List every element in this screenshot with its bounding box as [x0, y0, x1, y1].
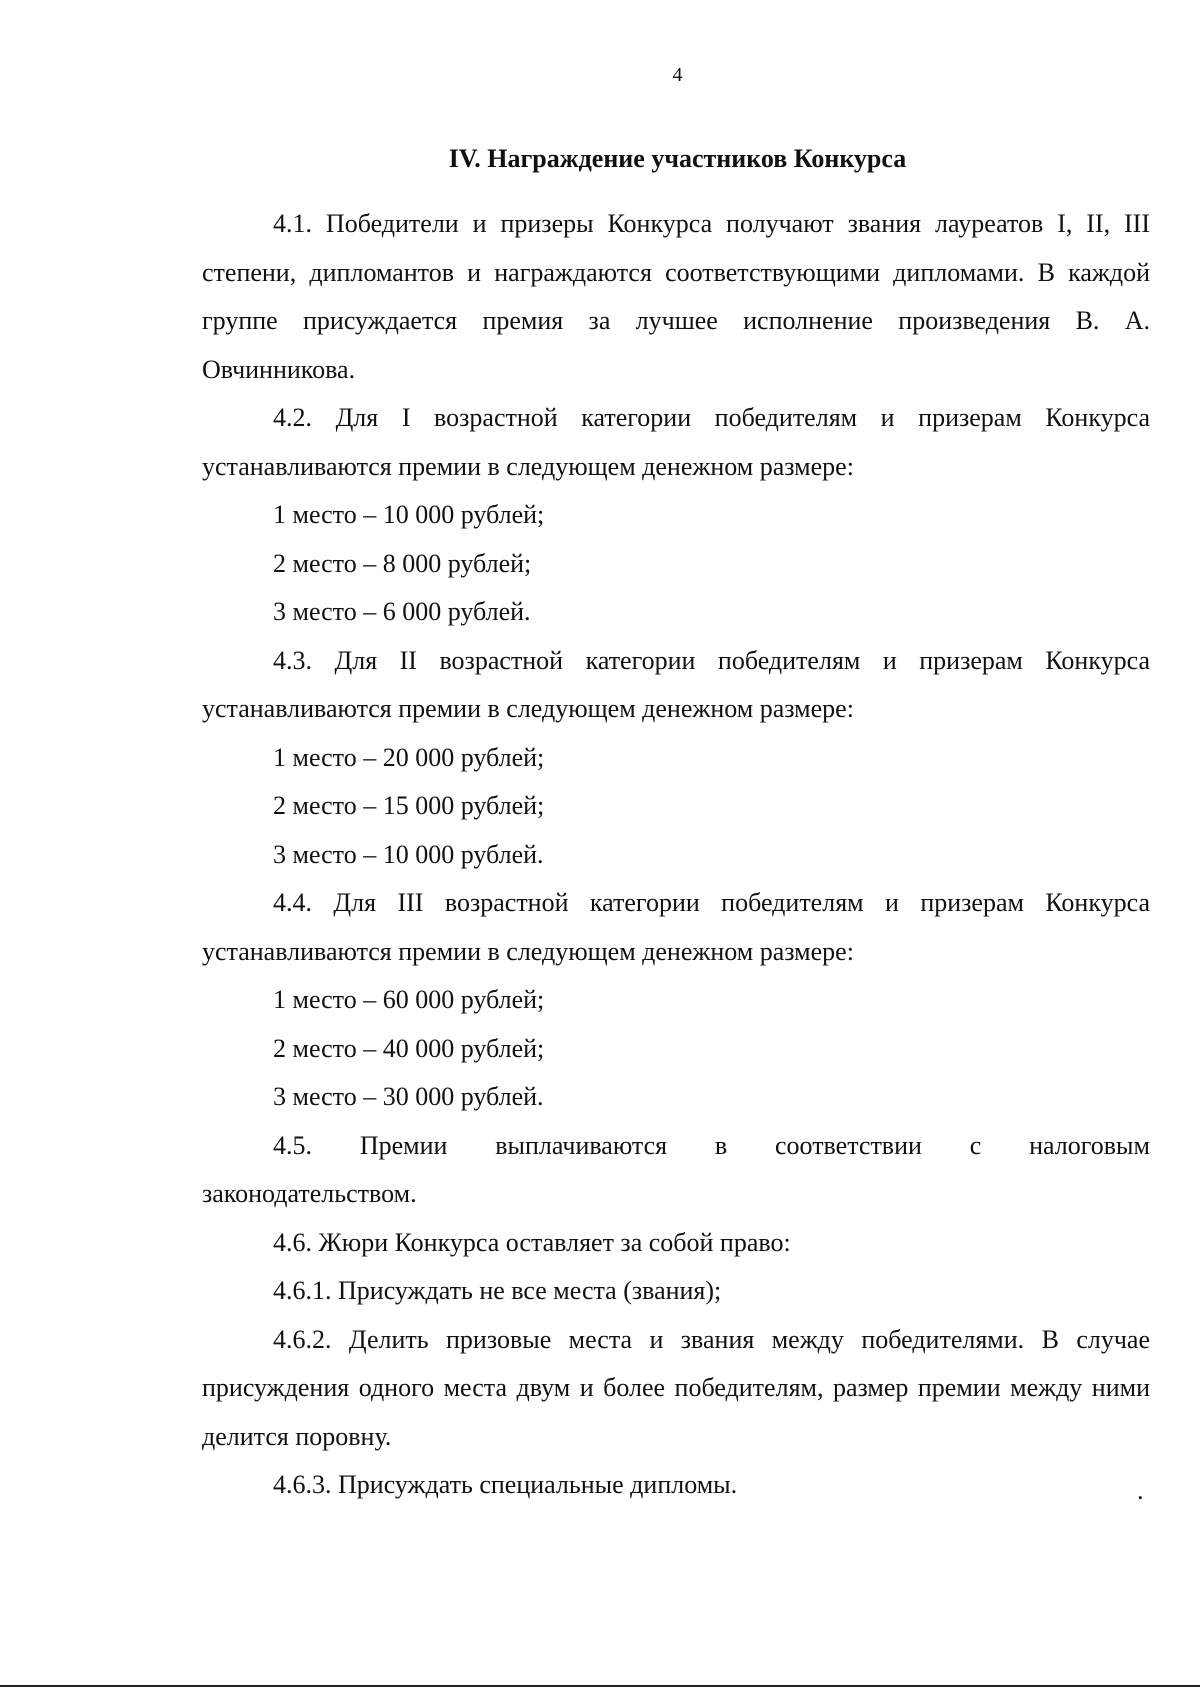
word: 4.5.	[273, 1130, 312, 1160]
word: в	[714, 1130, 728, 1160]
paragraph-4-5-end: законодательством.	[202, 1179, 417, 1208]
paragraph-4-2: 4.2. Для I возрастной категории победителям и призерам Конкурса устанавливаются премии в следующем денежном размере:	[202, 403, 1150, 481]
paragraph-4-5-first-line	[202, 1122, 1150, 1171]
paragraph-4-6-1: 4.6.1. Присуждать не все места (звания);	[273, 1276, 722, 1305]
word: налоговым	[1029, 1130, 1150, 1160]
prize-line: 1 место – 20 000 рублей;	[273, 742, 545, 772]
paragraph-4-6-2: 4.6.2. Делить призовые места и звания между победителями. В случае присуждения одного места двум и более победителям, размер премии между ними делится поровну.	[202, 1324, 1150, 1451]
prize-line: 1 место – 10 000 рублей;	[273, 500, 545, 529]
stray-dot-mark: .	[1137, 1476, 1144, 1505]
prize-line: 3 место – 6 000 рублей.	[273, 597, 531, 626]
page-number: 4	[672, 64, 683, 86]
page-edge-line	[0, 1685, 1200, 1687]
prize-line: 2 место – 40 000 рублей;	[273, 1033, 545, 1063]
word: Премии	[359, 1130, 448, 1160]
paragraph-4-6-3: 4.6.3. Присуждать специальные дипломы.	[273, 1470, 738, 1499]
word: выплачиваются	[495, 1130, 668, 1160]
document-body	[202, 200, 1150, 1510]
word: соответствии	[775, 1130, 922, 1160]
paragraph-4-1: 4.1. Победители и призеры Конкурса получают звания лауреатов I, II, III степени, дипломантов и награждаются соответствующими дипломами. В каждой группе присуждается премия за лучшее исполнение произведения В. А. Овчинникова.	[202, 209, 1150, 384]
paragraph-4-6: 4.6. Жюри Конкурса оставляет за собой право:	[273, 1227, 791, 1257]
prize-line: 1 место – 60 000 рублей;	[273, 985, 545, 1014]
prize-line: 2 место – 15 000 рублей;	[273, 791, 545, 820]
paragraph-4-4: 4.4. Для III возрастной категории победителям и призерам Конкурса устанавливаются премии в следующем денежном размере:	[202, 888, 1150, 966]
section-title: IV. Награждение участников Конкурса	[448, 144, 907, 173]
prize-line: 2 место – 8 000 рублей;	[273, 548, 532, 578]
word: с	[969, 1130, 982, 1160]
prize-line: 3 место – 30 000 рублей.	[273, 1082, 544, 1111]
paragraph-4-3: 4.3. Для II возрастной категории победителям и призерам Конкурса устанавливаются премии в следующем денежном размере:	[202, 645, 1150, 723]
prize-line: 3 место – 10 000 рублей.	[273, 839, 544, 869]
